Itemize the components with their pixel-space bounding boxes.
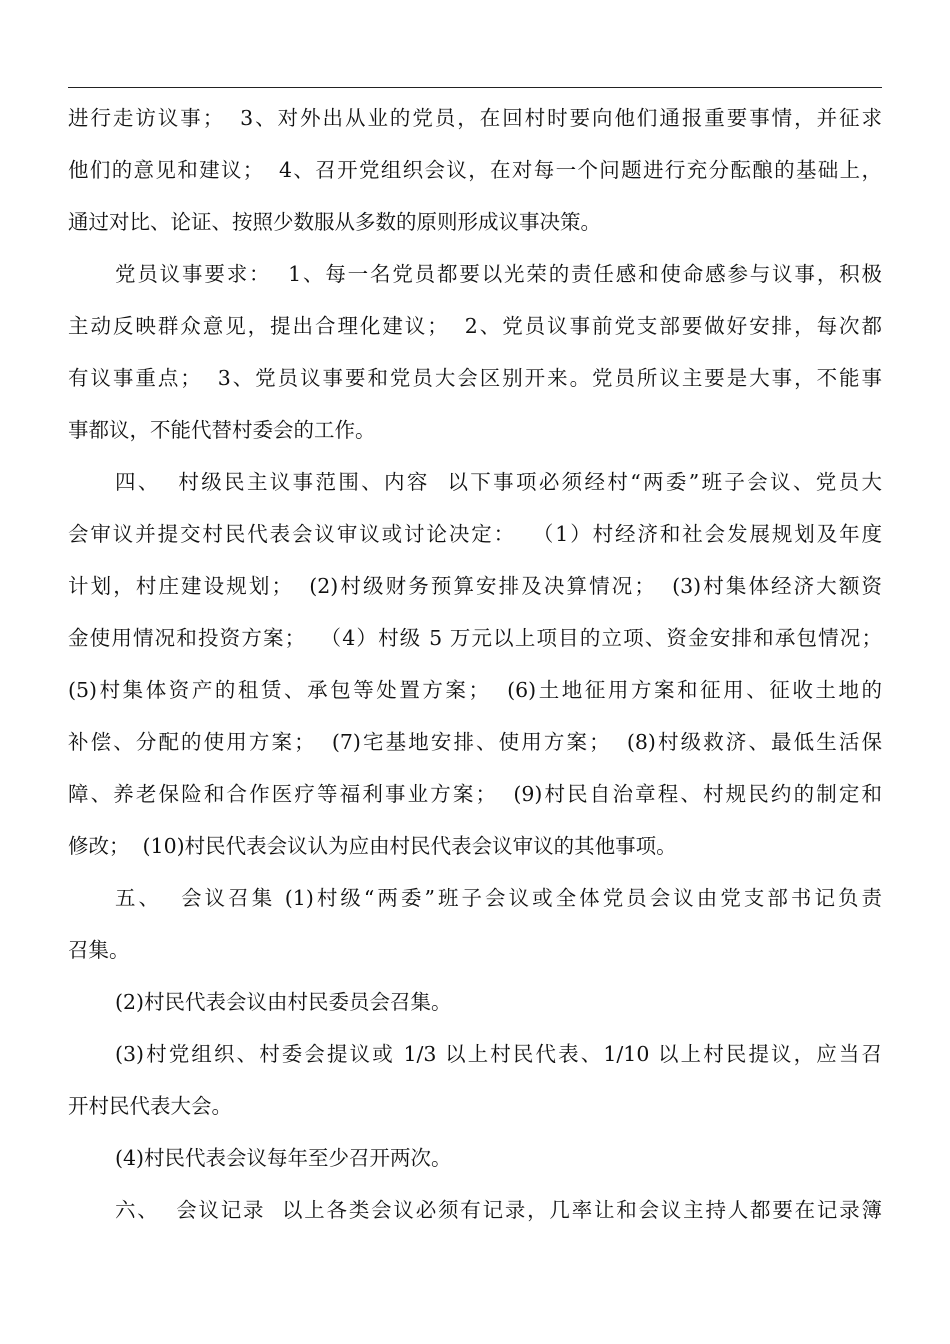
text-line: (5)村集体资产的租赁、承包等处置方案； (6)土地征用方案和征用、征收土地的 <box>68 678 882 702</box>
text-line: 六、 会议记录 以上各类会议必须有记录，几率让和会议主持人都要在记录簿 <box>115 1198 882 1222</box>
text-line: 障、养老保险和合作医疗等福利事业方案； (9)村民自治章程、村规民约的制定和 <box>68 782 882 806</box>
text-line: 进行走访议事； 3、对外出从业的党员，在回村时要向他们通报重要事情，并征求 <box>68 106 882 130</box>
text-line: 主动反映群众意见，提出合理化建议； 2、党员议事前党支部要做好安排，每次都 <box>68 314 882 338</box>
text-line: 党员议事要求： 1、每一名党员都要以光荣的责任感和使命感参与议事，积极 <box>115 262 882 286</box>
text-line: 修改； (10)村民代表会议认为应由村民代表会议审议的其他事项。 <box>68 834 677 858</box>
text-line: (3)村党组织、村委会提议或 1/3 以上村民代表、1/10 以上村民提议，应当召 <box>115 1042 882 1066</box>
header-rule <box>68 87 882 88</box>
text-line: 他们的意见和建议； 4、召开党组织会议，在对每一个问题进行充分酝酿的基础上， <box>68 158 882 182</box>
text-line: 事都议，不能代替村委会的工作。 <box>68 418 376 442</box>
text-line: 通过对比、论证、按照少数服从多数的原则形成议事决策。 <box>68 210 601 234</box>
text-line: 会审议并提交村民代表会议审议或讨论决定： （1）村经济和社会发展规划及年度 <box>68 522 882 546</box>
text-line: (4)村民代表会议每年至少召开两次。 <box>115 1146 452 1170</box>
text-line: 计划，村庄建设规划； (2)村级财务预算安排及决算情况； (3)村集体经济大额资 <box>68 574 882 598</box>
document-body <box>68 92 882 1236</box>
text-line: 召集。 <box>68 938 130 962</box>
text-line: 补偿、分配的使用方案； (7)宅基地安排、使用方案； (8)村级救济、最低生活保 <box>68 730 882 754</box>
text-line: 开村民代表大会。 <box>68 1094 232 1118</box>
text-line: (2)村民代表会议由村民委员会召集。 <box>115 990 452 1014</box>
text-line: 金使用情况和投资方案； （4）村级 5 万元以上项目的立项、资金安排和承包情况； <box>68 626 882 650</box>
document-page <box>68 0 882 1344</box>
text-line: 有议事重点； 3、党员议事要和党员大会区别开来。党员所议主要是大事，不能事 <box>68 366 882 390</box>
text-line: 五、 会议召集 (1)村级“两委”班子会议或全体党员会议由党支部书记负责 <box>115 886 882 910</box>
text-line: 四、 村级民主议事范围、内容 以下事项必须经村“两委”班子会议、党员大 <box>115 470 882 494</box>
